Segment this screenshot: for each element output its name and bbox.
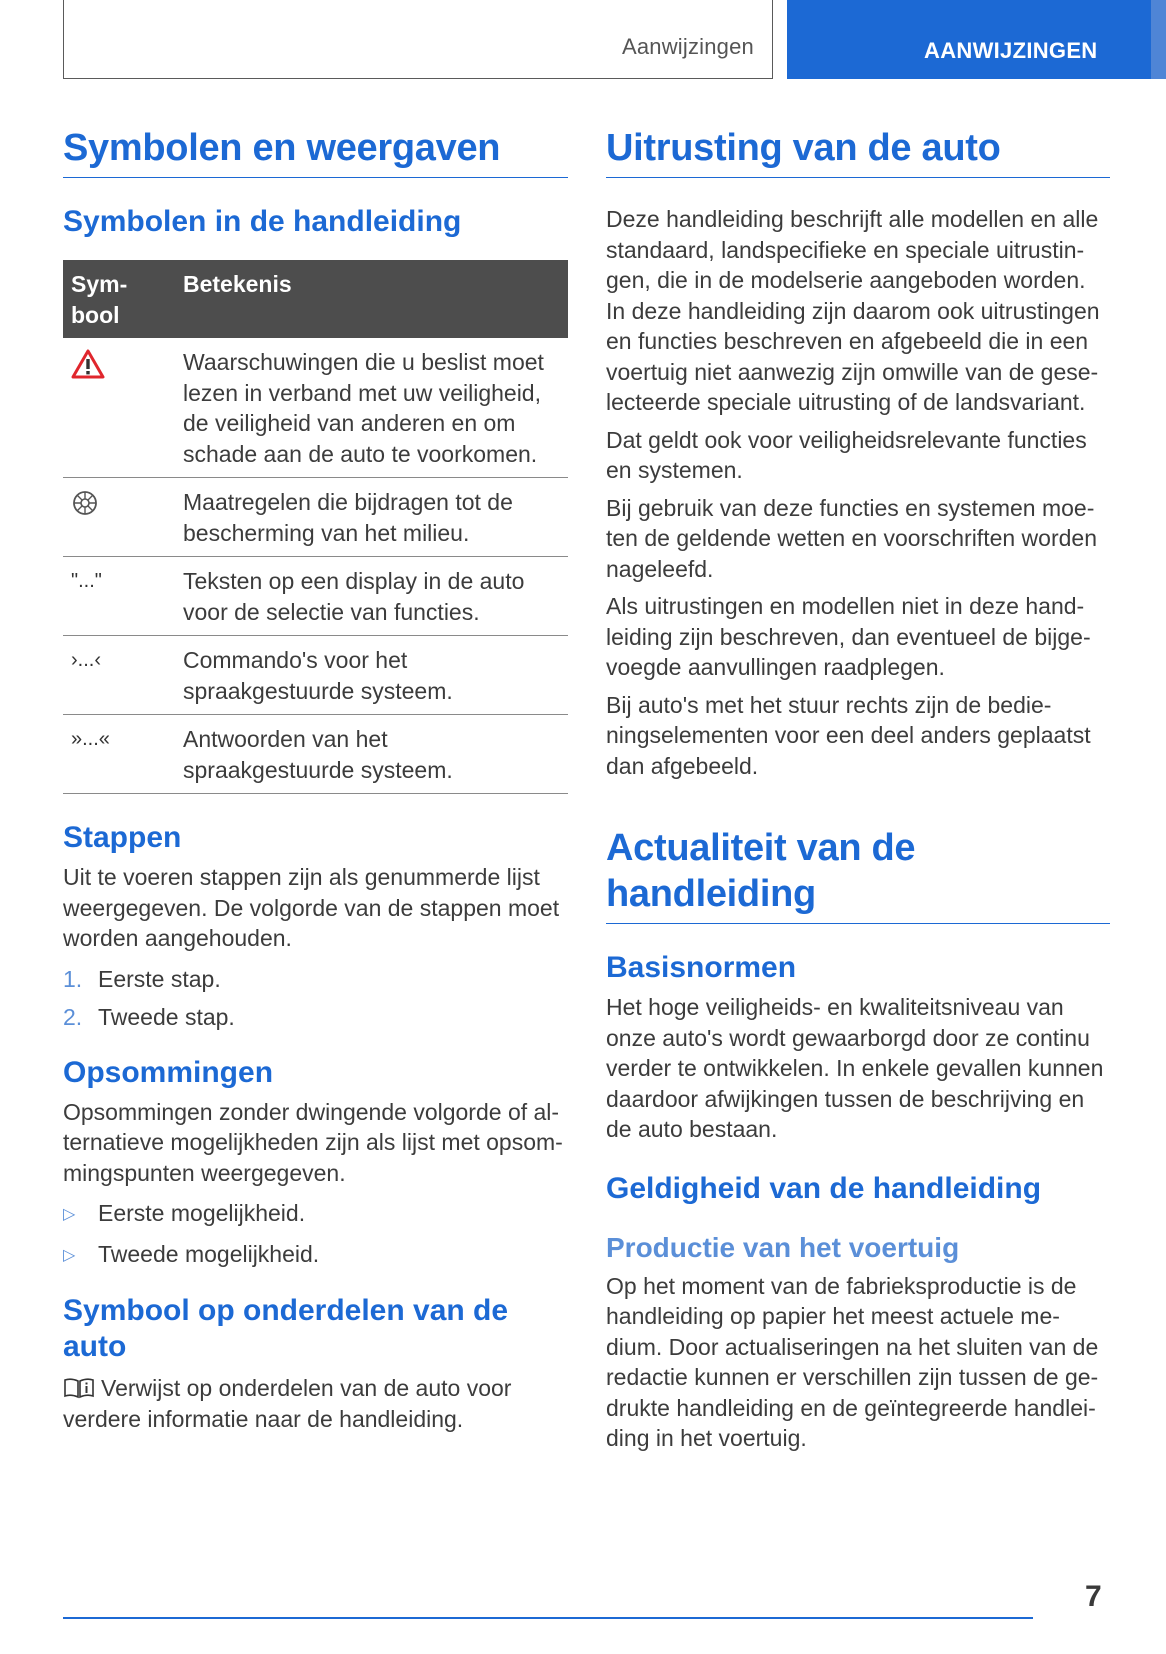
list-item bbox=[63, 1198, 568, 1231]
table-header-row bbox=[63, 260, 568, 338]
table-cell-meaning: Teksten op een display in de auto voor de selectie van functies. bbox=[175, 557, 568, 636]
enumerations-list bbox=[63, 1198, 568, 1271]
list-item bbox=[63, 1239, 568, 1272]
chapter-tab-edge bbox=[1151, 0, 1166, 79]
warning-triangle-icon bbox=[71, 349, 105, 379]
bullet-triangle-icon: ▷ bbox=[63, 1206, 76, 1223]
table-cell-meaning: Commando's voor het spraakgestuurde systeem. bbox=[175, 636, 568, 715]
table-cell-symbol: »...« bbox=[63, 715, 175, 794]
equipment-paragraph: Dat geldt ook voor veiligheidsrelevante functies en systemen. bbox=[606, 426, 1087, 483]
symbols-table bbox=[63, 260, 568, 794]
equipment-paragraph: Bij gebruik van deze functies en systemen moe-ten de geldende wetten en voorschriften worden nageleefd. bbox=[606, 494, 1097, 582]
list-item-number: 1. bbox=[63, 965, 83, 992]
table-cell-symbol: "..." bbox=[63, 557, 175, 636]
heading-steps: Stappen bbox=[63, 821, 182, 854]
list-item-text: Eerste stap. bbox=[98, 965, 221, 992]
list-item-text: Eerste mogelijkheid. bbox=[98, 1200, 306, 1226]
heading-manual-symbols: Symbolen in de handleiding bbox=[63, 205, 462, 238]
column-header-symbol: Sym- bool bbox=[63, 260, 175, 338]
steps-list bbox=[63, 964, 568, 1033]
list-item-number: 2. bbox=[63, 1004, 83, 1030]
equipment-paragraph: Als uitrustingen en modellen niet in deze hand-leiding zijn beschreven, dan eventueel de bijge-voegde aanvullingen raadplegen. bbox=[606, 593, 1091, 680]
environment-icon bbox=[71, 489, 99, 517]
part-symbol-text: Verwijst op onderdelen van de auto voor verdere informatie naar de handleiding. bbox=[63, 1375, 512, 1432]
heading-enumerations: Opsommingen bbox=[63, 1055, 274, 1089]
enumerations-text: Opsommingen zonder dwingende volgorde of al-ternatieve mogelijkheden zijn als lijst met opsom-mingspunten weergegeven. bbox=[63, 1098, 563, 1186]
table-row bbox=[63, 478, 568, 557]
list-item-text: Tweede stap. bbox=[98, 1004, 235, 1030]
vehicle-production-text: Op het moment van de fabrieksproductie is de handleiding op papier het meest actuele me-dium. Door actualiseringen na het sluiten van de redactie kunnen er verschillen zijn tussen de ge-drukte handleiding en de geïntegreerde handlei-ding in het voertuig. bbox=[606, 1272, 1099, 1451]
list-item bbox=[63, 964, 568, 995]
bullet-triangle-icon: ▷ bbox=[63, 1246, 76, 1264]
equipment-paragraph: Bij auto's met het stuur rechts zijn de bedie-ningselementen voor een deel anders geplaatst dan afgebeeld. bbox=[606, 691, 1091, 779]
part-symbol-paragraph bbox=[63, 1373, 568, 1434]
heading-vehicle-production: Productie van het voertuig bbox=[606, 1231, 960, 1263]
table-row bbox=[63, 715, 568, 794]
table-cell-meaning: Maatregelen die bijdragen tot de bescherming van het milieu. bbox=[175, 478, 568, 557]
chapter-tab-label: AANWIJZINGEN bbox=[924, 38, 1098, 63]
section-title: Aanwijzingen bbox=[621, 34, 754, 59]
table-cell-meaning: Antwoorden van het spraakgestuurde systeem. bbox=[175, 715, 568, 794]
page-title-symbols: Symbolen en weergaven bbox=[63, 125, 568, 178]
table-cell-meaning: Waarschuwingen die u beslist moet lezen in verband met uw veiligheid, de veiligheid van anderen en om schade aan de auto te voorkomen. bbox=[175, 338, 568, 478]
header-frame bbox=[63, 0, 773, 79]
heading-basic-norms: Basisnormen bbox=[606, 951, 797, 984]
table-row bbox=[63, 636, 568, 715]
table-row bbox=[63, 557, 568, 636]
table-cell-symbol bbox=[63, 478, 175, 557]
steps-text: Uit te voeren stappen zijn als genummerde lijst weergegeven. De volgorde van de stappen moet worden aangehouden. bbox=[63, 864, 560, 951]
list-item bbox=[63, 1002, 568, 1033]
table-cell-symbol: ›...‹ bbox=[63, 636, 175, 715]
heading-validity: Geldigheid van de handleiding bbox=[606, 1171, 1042, 1205]
page-title-equipment: Uitrusting van de auto bbox=[606, 125, 1110, 178]
column-header-meaning: Betekenis bbox=[175, 260, 568, 338]
page-number: 7 bbox=[1085, 1580, 1102, 1613]
page-title-currency: Actualiteit van de handleiding bbox=[606, 825, 1110, 924]
right-column bbox=[606, 125, 1110, 1454]
basic-norms-text: Het hoge veiligheids- en kwaliteitsniveau van onze auto's wordt gewaarborgd door ze continu verder te ontwikkelen. In enkele gevallen kunnen daardoor afwijkingen tussen de beschrijving en de auto bestaan. bbox=[606, 994, 1104, 1142]
equipment-paragraph: Deze handleiding beschrijft alle modellen en alle standaard, landspecifieke en speciale uitrustin-gen, die in de modelserie aangeboden worden. In deze handleiding zijn daarom ook uitrustingen en functies beschreven en afgebeeld die in een voertuig niet aanwezig zijn omwille van de gese-lecteerde speciale uitrusting of de landsvariant. bbox=[606, 206, 1100, 415]
table-cell-symbol bbox=[63, 338, 175, 478]
book-info-icon bbox=[63, 1377, 95, 1399]
heading-part-symbol: Symbool op onderdelen van de auto bbox=[63, 1294, 509, 1363]
table-row bbox=[63, 338, 568, 478]
list-item-text: Tweede mogelijkheid. bbox=[98, 1240, 320, 1267]
chapter-tab[interactable] bbox=[787, 0, 1151, 79]
footer-rule bbox=[63, 1617, 1033, 1619]
left-column bbox=[63, 125, 568, 1434]
